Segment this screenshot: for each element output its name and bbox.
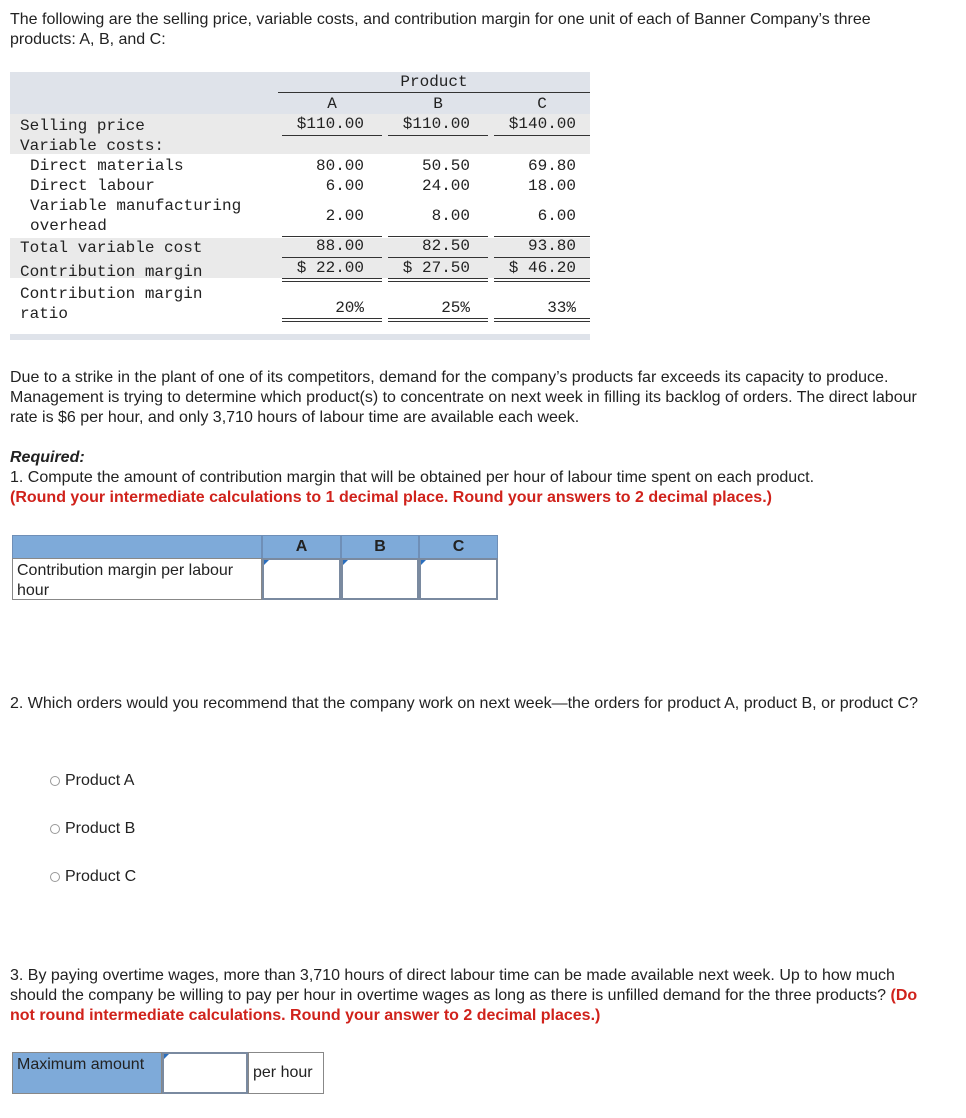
intro-text: The following are the selling price, variable costs, and contribution margin for one unit of each of Banner Company’s three products: A, B, and C: — [10, 11, 871, 48]
radio-option-product-a[interactable]: Product A — [50, 771, 134, 791]
product-header: Product — [400, 73, 468, 91]
cell-a: $110.00 — [296, 115, 364, 133]
cell-a: 6.00 — [325, 177, 364, 195]
radio-button[interactable] — [50, 776, 60, 786]
cell-b: 25% — [441, 299, 470, 317]
cell-a: 88.00 — [315, 237, 364, 255]
cell-b: 82.50 — [421, 237, 470, 255]
row-label-cont: ratio — [20, 305, 69, 323]
cell-a: 80.00 — [315, 157, 364, 175]
q3-note: (Do not round intermediate calculations. Round your answer to 2 decimal places.) — [10, 987, 918, 1024]
row-label: Direct materials — [30, 157, 184, 175]
cell-b: $ 27.50 — [402, 259, 470, 277]
radio-button[interactable] — [50, 872, 60, 882]
col-header-b: B — [433, 95, 443, 113]
cell-c: 6.00 — [537, 207, 576, 225]
col-header-a: A — [327, 95, 337, 113]
row-label: Variable manufacturing — [30, 197, 242, 215]
cell-b: 24.00 — [421, 177, 470, 195]
q1-input-c[interactable] — [419, 558, 498, 600]
q3-input[interactable] — [162, 1052, 248, 1094]
cell-b: $110.00 — [402, 115, 470, 133]
q2-text: 2. Which orders would you recommend that the company work on next week—the orders for product A, product B, or product C? — [10, 695, 918, 712]
q1-text: 1. Compute the amount of contribution margin that will be obtained per hour of labour time spent on each product. — [10, 469, 815, 486]
q3-label: Maximum amount — [12, 1052, 162, 1094]
cell-c: 69.80 — [527, 157, 576, 175]
row-label: Variable costs: — [20, 137, 165, 155]
row-label-cont: overhead — [30, 217, 107, 235]
radio-option-product-b[interactable]: Product B — [50, 819, 135, 839]
cell-a: 20% — [335, 299, 364, 317]
scenario-text: Due to a strike in the plant of one of its competitors, demand for the company’s products far exceeds its capacity to produce. Management is trying to determine which product(s) to concentrate on next week in filling its backlog of orders. The direct labour rate is $6 per hour, and only 3,710 hours of labour time are available each week. — [10, 369, 917, 426]
cell-c: 93.80 — [527, 237, 576, 255]
q1-input-b[interactable] — [341, 558, 419, 600]
q1-note: (Round your intermediate calculations to 1 decimal place. Round your answers to 2 decimal places.) — [10, 489, 772, 506]
radio-option-product-c[interactable]: Product C — [50, 867, 136, 887]
cell-a: 2.00 — [325, 207, 364, 225]
cell-b: 8.00 — [431, 207, 470, 225]
cell-b: 50.50 — [421, 157, 470, 175]
table-footer-bg — [10, 334, 590, 340]
row-label: Contribution margin — [20, 263, 203, 281]
q1-row-label: Contribution margin per labour hour — [12, 558, 262, 600]
q3-unit: per hour — [248, 1052, 324, 1094]
cell-c: $140.00 — [508, 115, 576, 133]
q1-col-header-b: B — [341, 535, 419, 559]
required-heading: Required: — [10, 449, 85, 466]
cell-a: $ 22.00 — [296, 259, 364, 277]
q3-text: 3. By paying overtime wages, more than 3,710 hours of direct labour time can be made available next week. Up to how much should the company be willing to pay per hour in overtime wages as long as there is unfilled demand for the three products? (Do not round intermediate calculations. Round your answer to 2 decimal places.) — [10, 967, 918, 1024]
q1-input-a[interactable] — [262, 558, 341, 600]
row-label: Total variable cost — [20, 239, 203, 257]
q1-table-corner — [12, 535, 262, 559]
row-label: Selling price — [20, 117, 145, 135]
q1-col-header-a: A — [262, 535, 341, 559]
row-label: Contribution margin — [20, 285, 203, 303]
cell-c: 33% — [547, 299, 576, 317]
cost-table — [10, 72, 590, 340]
row-label: Direct labour — [30, 177, 155, 195]
col-header-c: C — [537, 95, 547, 113]
cell-c: 18.00 — [527, 177, 576, 195]
cell-c: $ 46.20 — [508, 259, 576, 277]
radio-button[interactable] — [50, 824, 60, 834]
q1-col-header-c: C — [419, 535, 498, 559]
